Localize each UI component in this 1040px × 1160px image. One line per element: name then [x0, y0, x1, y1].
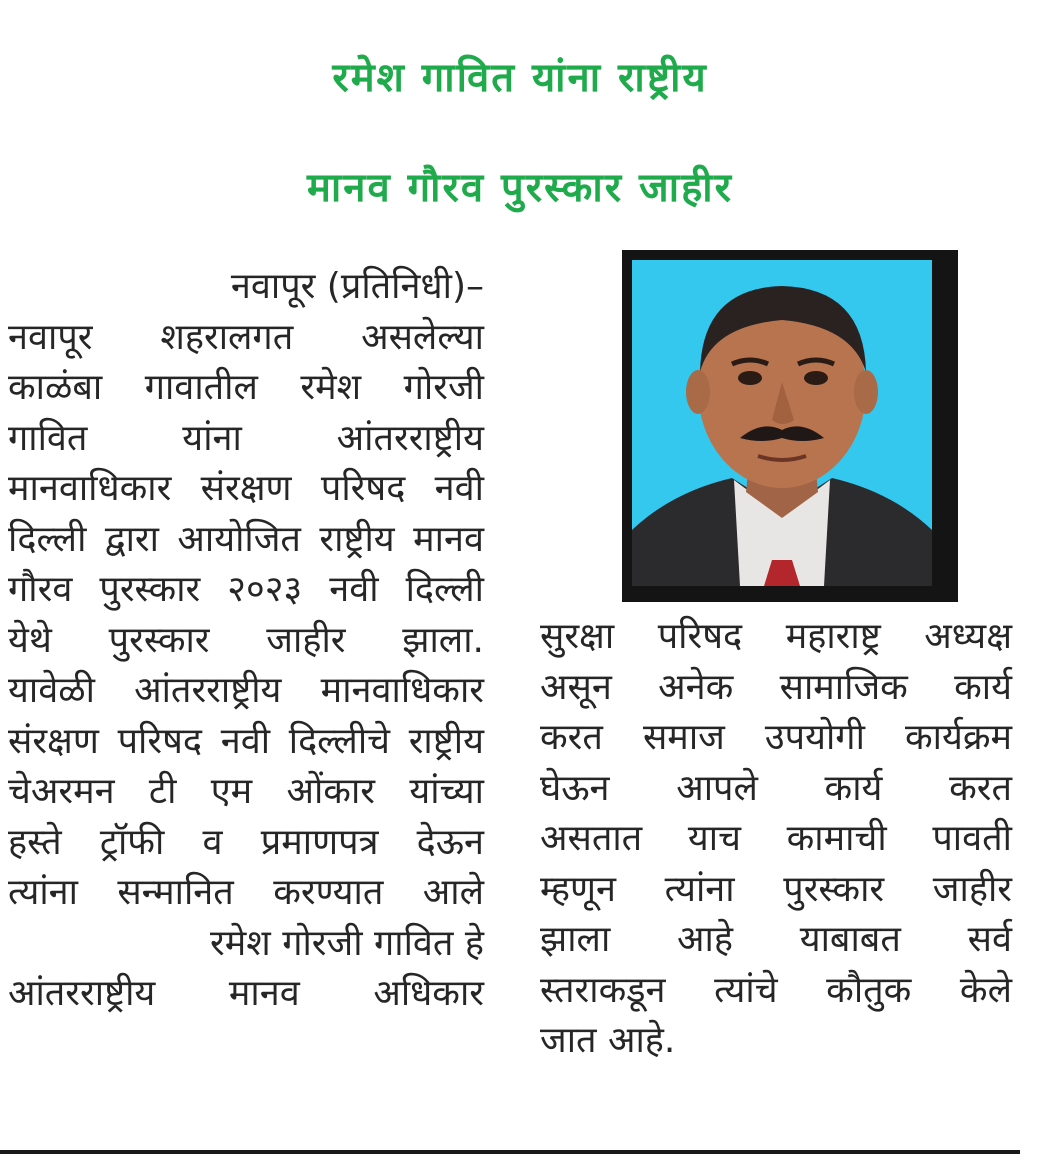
article-line: नवापूर शहरालगत असलेल्या	[8, 316, 484, 358]
article-line: गौरव पुरस्कार २०२३ नवी दिल्ली	[8, 569, 484, 610]
portrait-illustration	[632, 260, 932, 586]
article-line: गावित यांना आंतरराष्ट्रीय	[8, 417, 484, 459]
article-line: जात आहे.	[540, 1020, 676, 1061]
article-line: रमेश गोरजी गावित हे	[210, 922, 484, 964]
article-line: असतात याच कामाची पावती	[540, 818, 1012, 859]
article-line: येथे पुरस्कार जाहीर झाला.	[8, 619, 484, 661]
article-line: म्हणून त्यांना पुरस्कार जाहीर	[540, 868, 1012, 910]
article-line: यावेळी आंतरराष्ट्रीय मानवाधिकार	[8, 670, 484, 711]
portrait-photo-frame	[622, 250, 958, 602]
article-line: मानवाधिकार संरक्षण परिषद नवी	[8, 468, 484, 509]
article-line: सुरक्षा परिषद महाराष्ट्र अध्यक्ष	[540, 616, 1012, 657]
portrait-photo	[632, 260, 932, 586]
article-line: आंतरराष्ट्रीय मानव अधिकार	[8, 973, 484, 1014]
article-column-left	[8, 262, 484, 1020]
dateline: नवापूर (प्रतिनिधी)–	[230, 266, 484, 307]
article-line: करत समाज उपयोगी कार्यक्रम	[540, 717, 1012, 758]
article-line: घेऊन आपले कार्य करत	[540, 767, 1012, 809]
bottom-rule	[0, 1150, 1020, 1154]
article-line: चेअरमन टी एम ओंकार यांच्या	[8, 771, 484, 812]
headline-line-2: मानव गौरव पुरस्कार जाहीर	[306, 165, 734, 211]
article-line: दिल्ली द्वारा आयोजित राष्ट्रीय मानव	[8, 518, 484, 560]
article-line: काळंबा गावातील रमेश गोरजी	[8, 367, 484, 408]
article-line: स्तराकडून त्यांचे कौतुक केले	[540, 969, 1012, 1011]
article-line: त्यांना सन्मानित करण्यात आले	[8, 872, 484, 913]
article-column-right	[540, 612, 1012, 1067]
article-line: असून अनेक सामाजिक कार्य	[540, 666, 1012, 708]
article-line: झाला आहे याबाबत सर्व	[540, 919, 1012, 960]
article-line: संरक्षण परिषद नवी दिल्लीचे राष्ट्रीय	[8, 720, 484, 762]
article-line: हस्ते ट्रॉफी व प्रमाणपत्र देऊन	[8, 821, 484, 863]
headline-line-1: रमेश गावित यांना राष्ट्रीय	[332, 55, 708, 101]
